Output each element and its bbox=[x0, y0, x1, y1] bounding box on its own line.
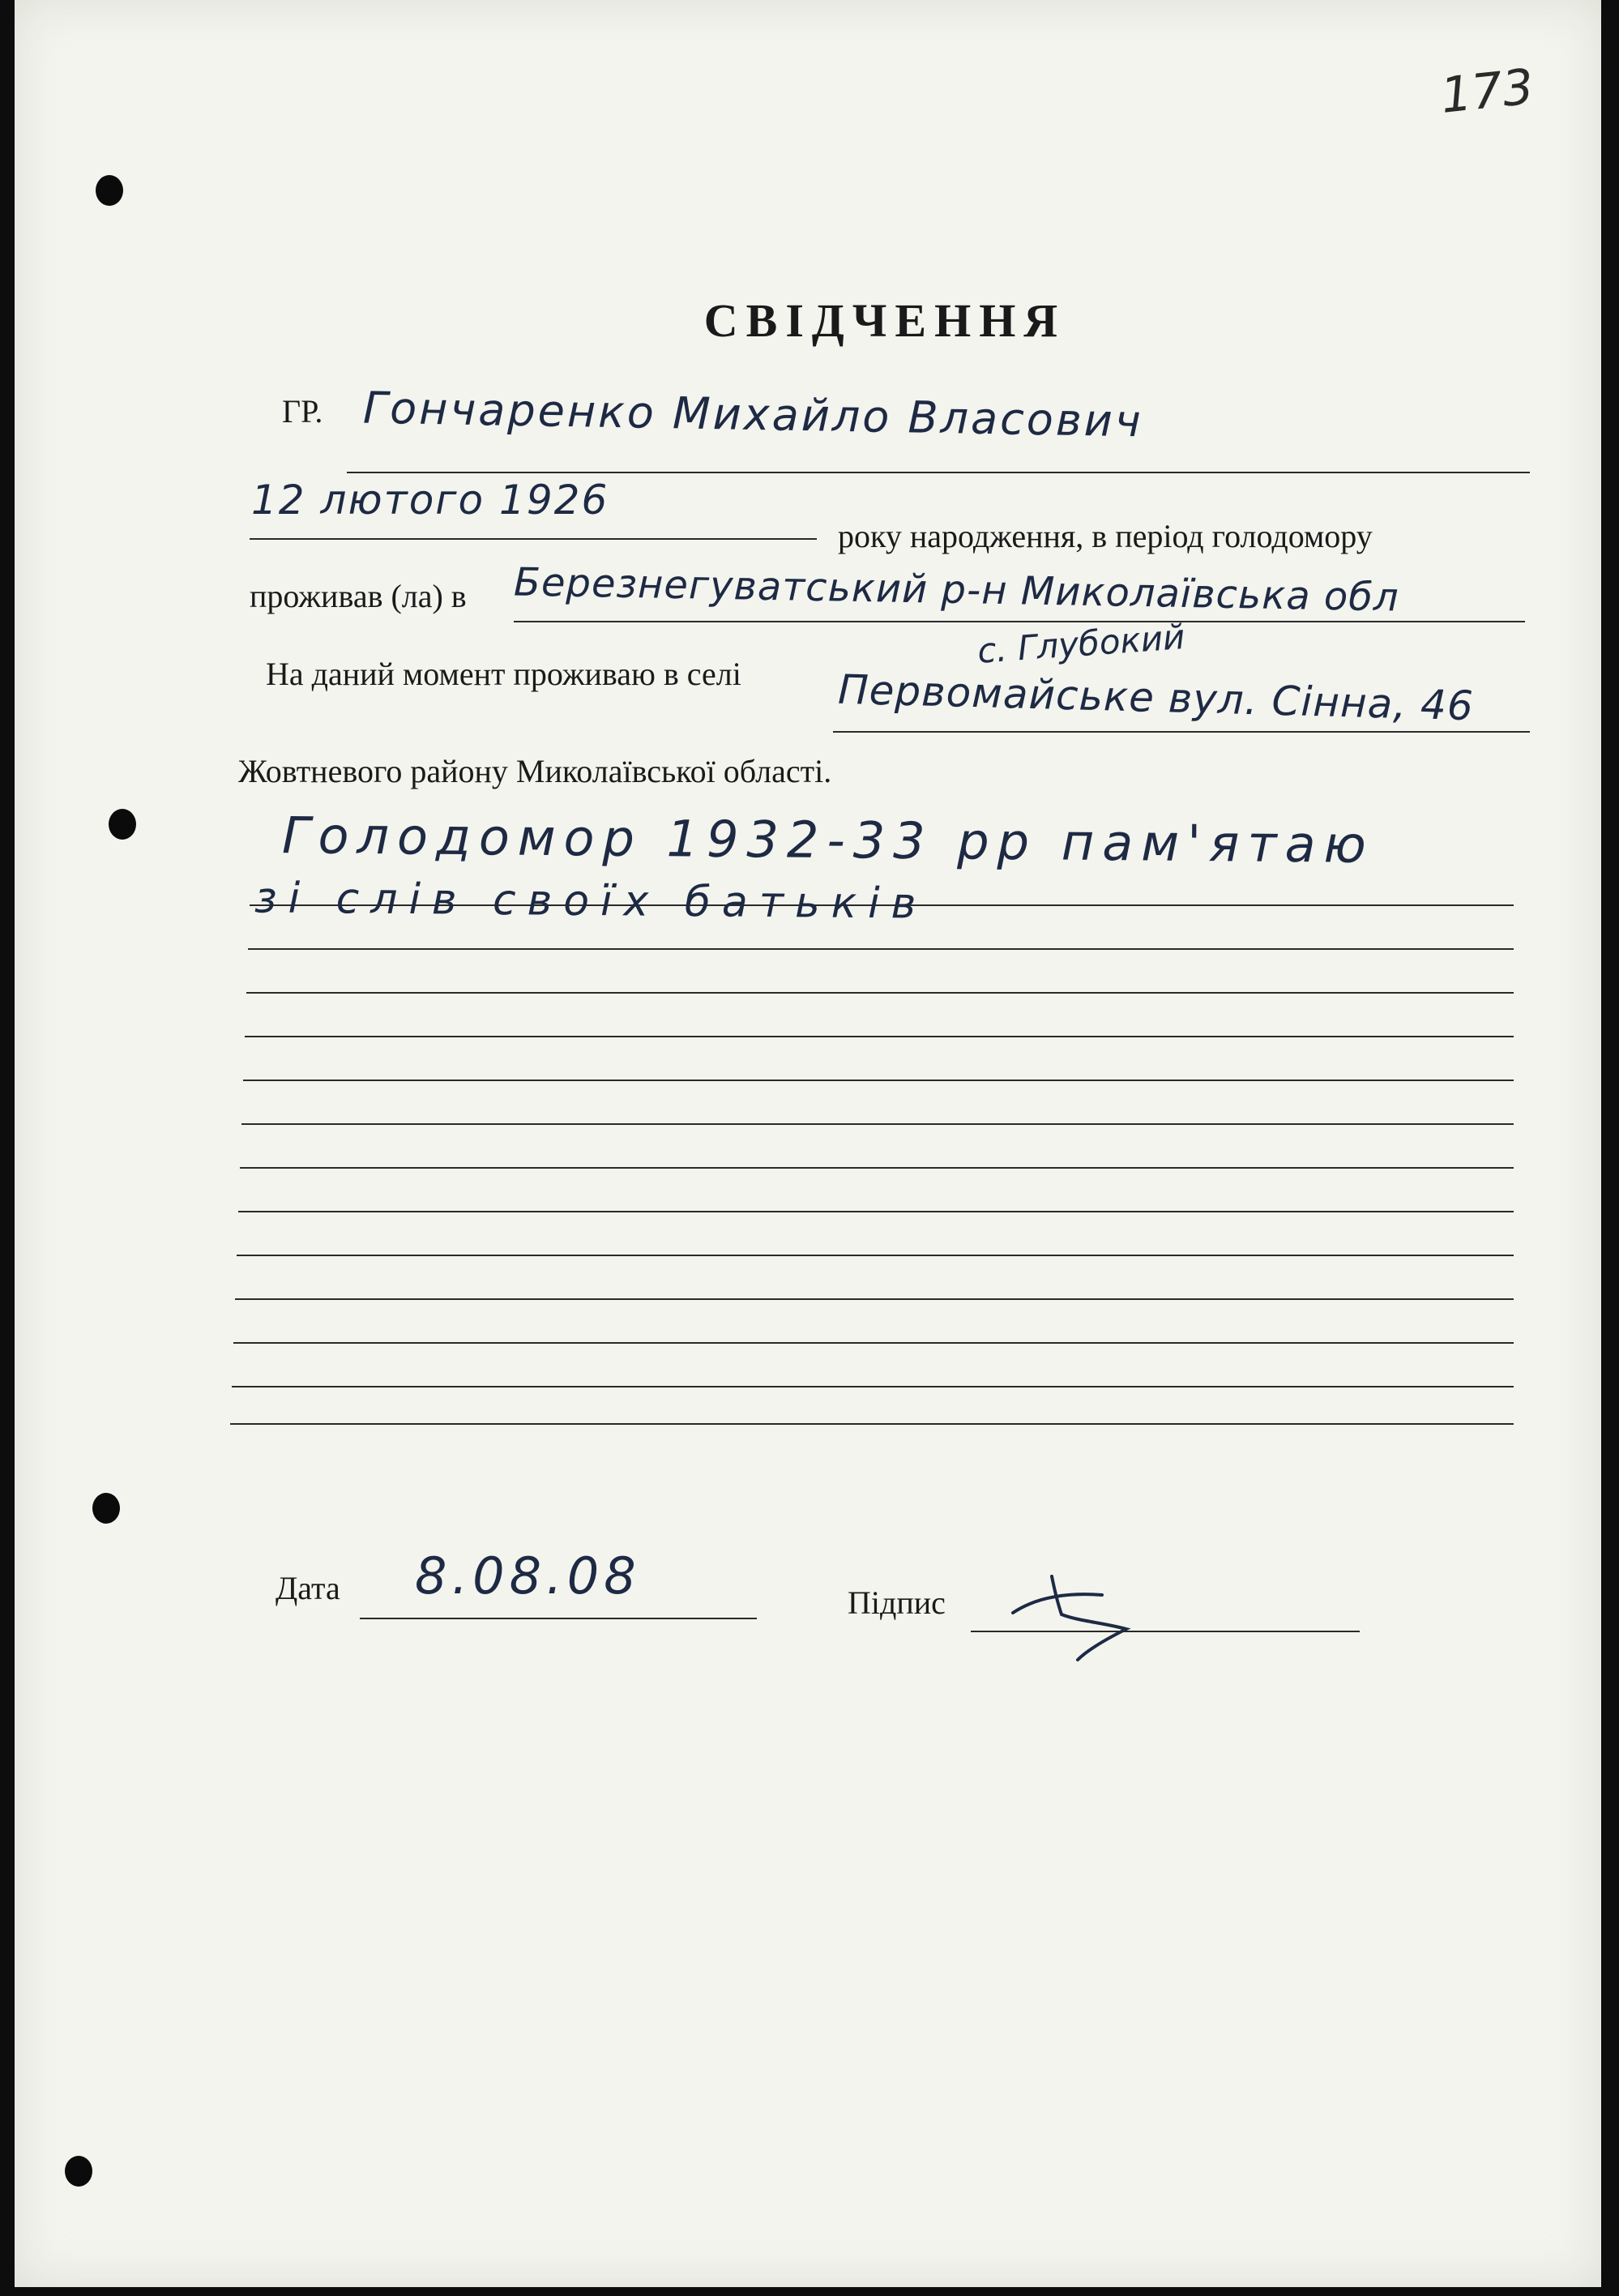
testimony-line bbox=[235, 1298, 1514, 1300]
birth-date-line bbox=[250, 538, 817, 540]
region-text: Жовтневого району Миколаївської області. bbox=[238, 753, 832, 789]
date-label: Дата bbox=[276, 1570, 340, 1606]
current-label: На даний момент проживаю в селі bbox=[266, 656, 741, 692]
current-line bbox=[833, 731, 1530, 733]
testimony-line bbox=[245, 1036, 1514, 1037]
testimony-line bbox=[246, 992, 1514, 994]
testimony-line bbox=[237, 1255, 1514, 1256]
testimony-line bbox=[230, 1423, 1514, 1425]
handwritten-current-village: Первомайське вул. Сінна, 46 bbox=[837, 665, 1475, 730]
punch-hole bbox=[65, 2156, 92, 2187]
page-number: 173 bbox=[1437, 58, 1536, 125]
document-title: СВІДЧЕННЯ bbox=[703, 294, 1066, 347]
testimony-line bbox=[240, 1167, 1514, 1169]
handwritten-date: 8.08.08 bbox=[415, 1546, 641, 1605]
testimony-line bbox=[232, 1386, 1514, 1387]
birth-label: року народження, в період голодомору bbox=[838, 518, 1373, 554]
handwritten-lived-place: Березнегуватський р-н Миколаївська обл bbox=[513, 559, 1400, 621]
citizen-label: ГР. bbox=[282, 393, 323, 430]
testimony-line bbox=[241, 1123, 1514, 1125]
testimony-line bbox=[233, 1342, 1514, 1344]
signature-label: Підпис bbox=[848, 1584, 946, 1621]
handwritten-testimony-line1: Голодомор 1932-33 рр пам'ятаю bbox=[281, 806, 1375, 874]
punch-hole bbox=[96, 175, 123, 206]
handwritten-birth-date: 12 лютого 1926 bbox=[251, 477, 609, 524]
handwritten-testimony-line2: зі слів своїх батьків bbox=[254, 874, 928, 929]
name-line bbox=[347, 472, 1530, 473]
lived-label: проживав (ла) в bbox=[250, 578, 467, 614]
lived-line bbox=[514, 621, 1525, 622]
punch-hole bbox=[92, 1493, 120, 1524]
handwritten-name: Гончаренко Михайло Власович bbox=[362, 382, 1144, 447]
testimony-line bbox=[248, 948, 1514, 950]
handwritten-lived-village: с. Глубокий bbox=[976, 617, 1186, 671]
date-line bbox=[360, 1618, 757, 1619]
signature-scribble bbox=[1005, 1564, 1151, 1670]
testimony-document bbox=[15, 0, 1601, 2287]
testimony-line bbox=[238, 1211, 1514, 1212]
testimony-line bbox=[243, 1080, 1514, 1081]
punch-hole bbox=[109, 809, 136, 840]
